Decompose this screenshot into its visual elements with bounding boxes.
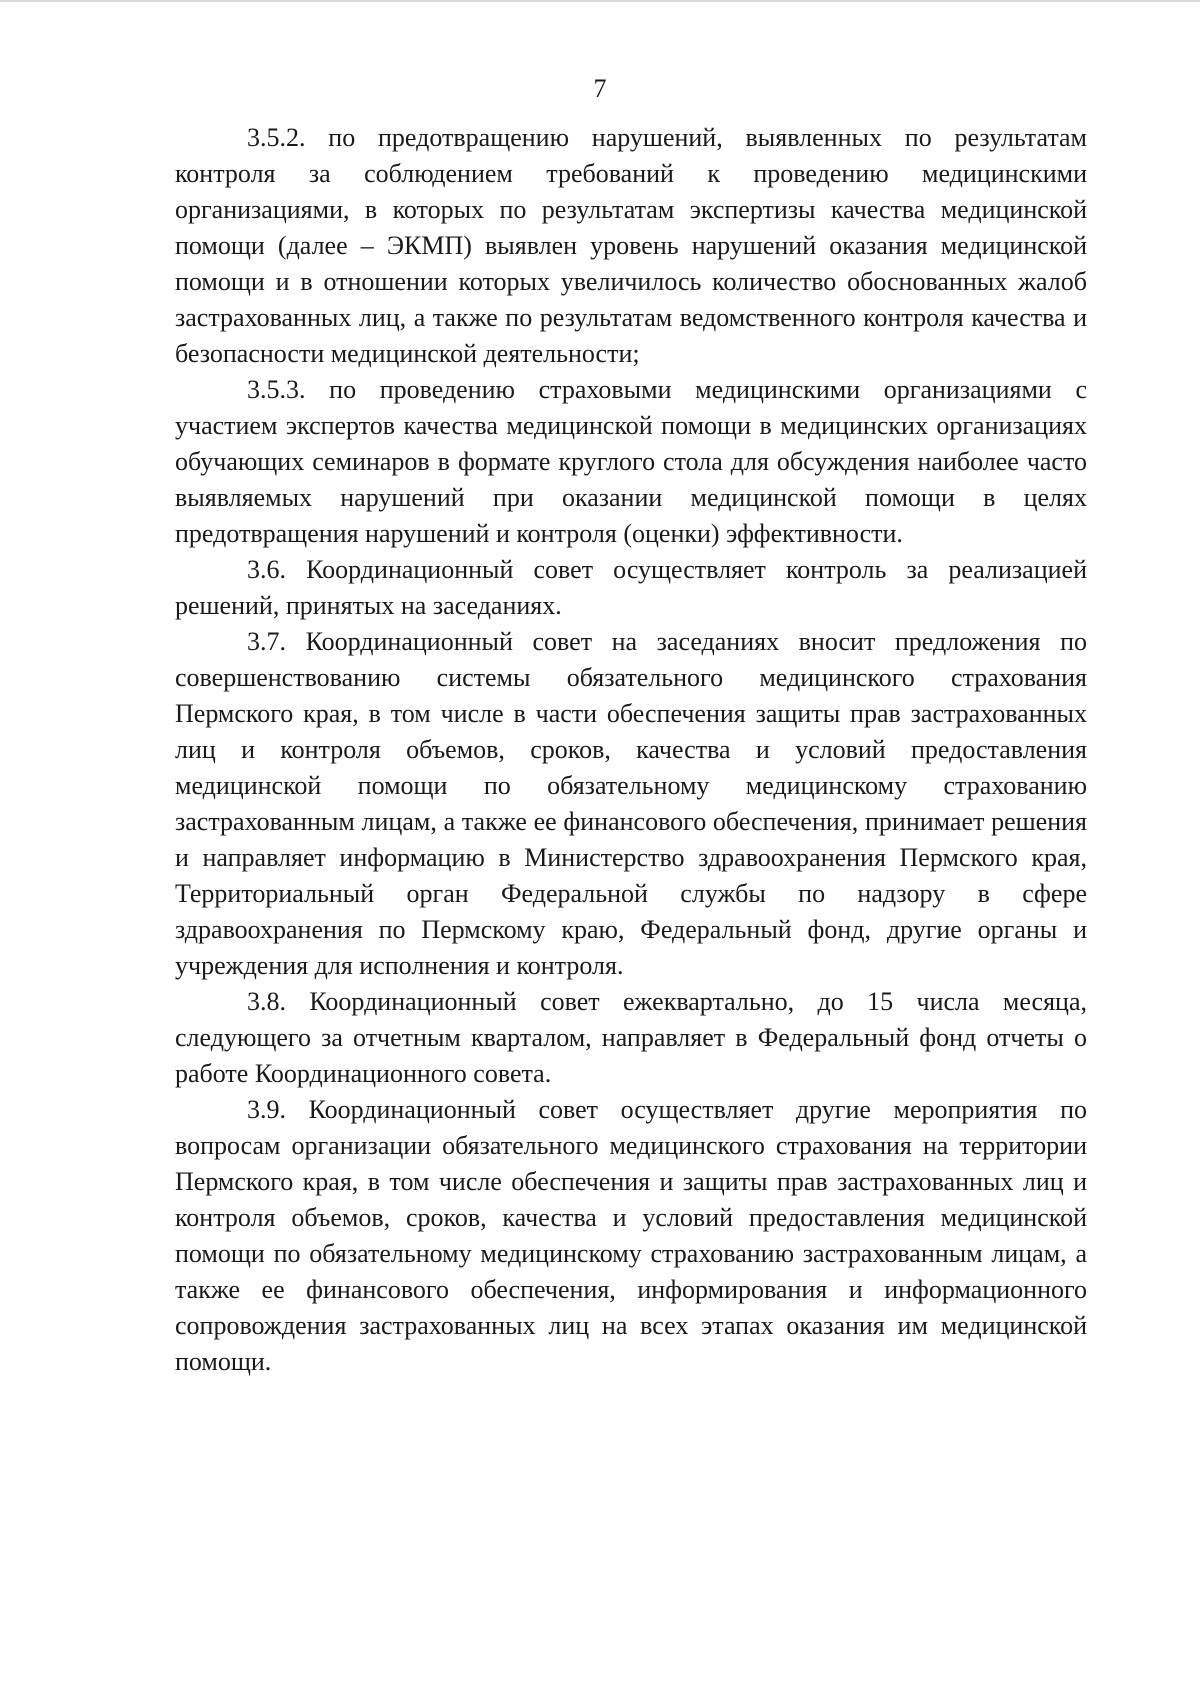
page-number: 7 bbox=[593, 74, 607, 103]
paragraph-3-9: 3.9. Координационный совет осуществляет другие мероприятия по вопросам организации обязательного медицинского страхования на территории Пермского края, в том числе обеспечения и защиты прав застрахованных лиц и контроля объемов, сроков, качества и условий предоставления медицинской помощи по обязательному медицинскому страхованию застрахованным лицам, а также ее финансового обеспечения, информирования и информационного сопровождения застрахованных лиц на всех этапах оказания им медицинской помощи. bbox=[175, 1095, 1087, 1376]
paragraph-3-8: 3.8. Координационный совет ежеквартально, до 15 числа месяца, следующего за отчетным кварталом, направляет в Федеральный фонд отчеты о работе Координационного совета. bbox=[175, 987, 1087, 1088]
paragraph-3-5-3: 3.5.3. по проведению страховыми медицинскими организациями с участием экспертов качества медицинской помощи в медицинских организациях обучающих семинаров в формате круглого стола для обсуждения наиболее часто выявляемых нарушений при оказании медицинской помощи в целях предотвращения нарушений и контроля (оценки) эффективности. bbox=[175, 375, 1087, 548]
paragraph-3-7: 3.7. Координационный совет на заседаниях вносит предложения по совершенствованию системы обязательного медицинского страхования Пермского края, в том числе в части обеспечения защиты прав застрахованных лиц и контроля объемов, сроков, качества и условий предоставления медицинской помощи по обязательному медицинскому страхованию застрахованным лицам, а также ее финансового обеспечения, принимает решения и направляет информацию в Министерство здравоохранения Пермского края, Территориальный орган Федеральной службы по надзору в сфере здравоохранения по Пермскому краю, Федеральный фонд, другие органы и учреждения для исполнения и контроля. bbox=[175, 627, 1087, 980]
paragraph-3-5-2: 3.5.2. по предотвращению нарушений, выявленных по результатам контроля за соблюдением требований к проведению медицинскими организациями, в которых по результатам экспертизы качества медицинской помощи (далее – ЭКМП) выявлен уровень нарушений оказания медицинской помощи и в отношении которых увеличилось количество обоснованных жалоб застрахованных лиц, а также по результатам ведомственного контроля качества и безопасности медицинской деятельности; bbox=[175, 123, 1087, 368]
paragraph-3-6: 3.6. Координационный совет осуществляет контроль за реализацией решений, принятых на заседаниях. bbox=[175, 555, 1087, 620]
scan-edge bbox=[0, 0, 1200, 2]
document-body bbox=[175, 120, 1087, 1380]
